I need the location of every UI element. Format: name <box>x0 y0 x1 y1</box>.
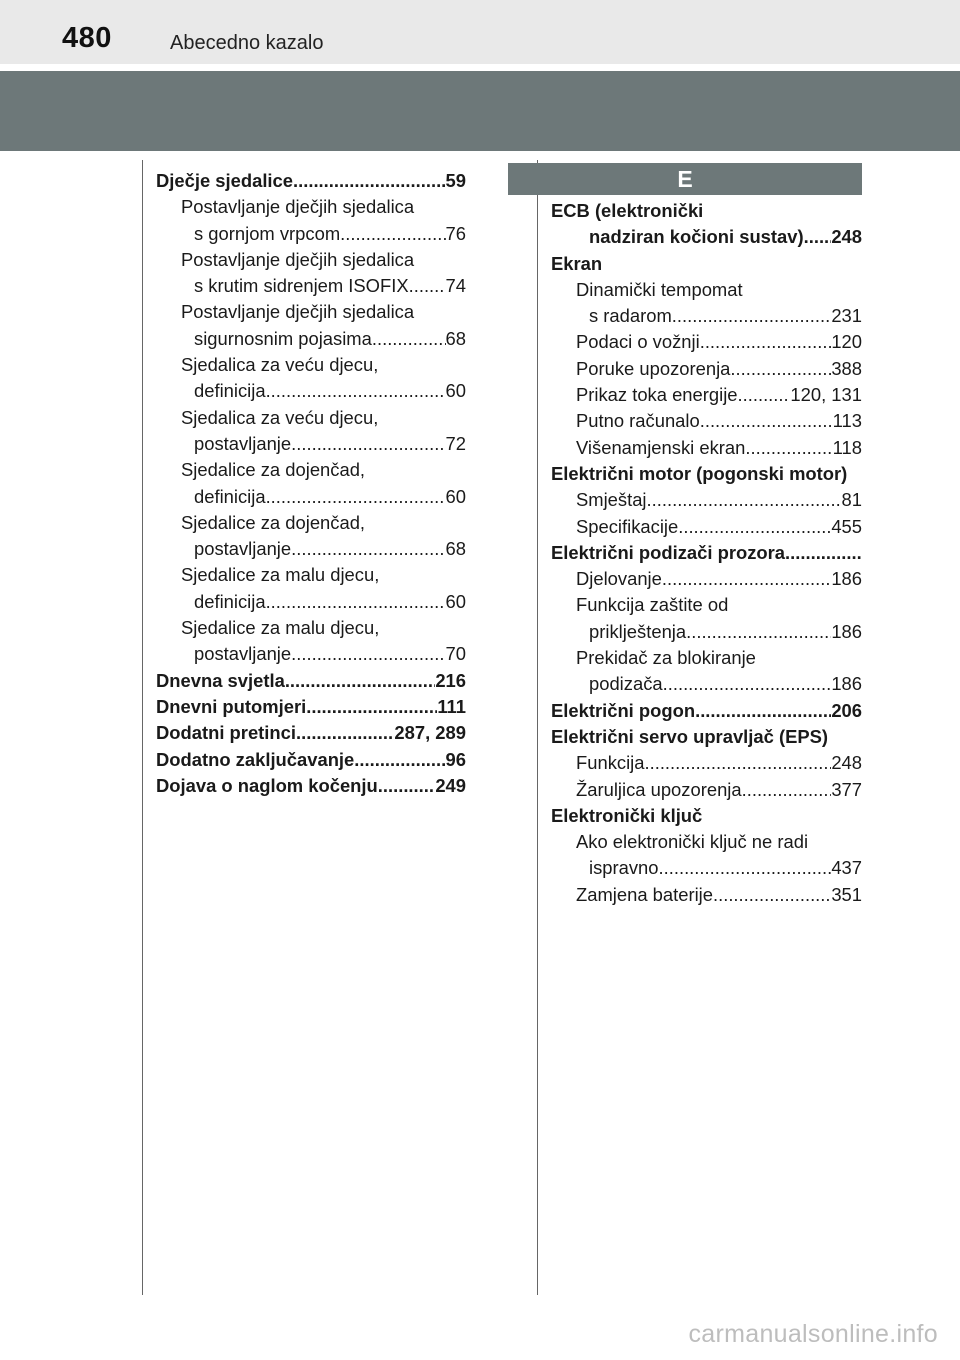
index-entry-pages: 249 <box>435 774 466 796</box>
index-entry-label: Električni pogon <box>551 699 696 721</box>
dot-leader <box>291 431 445 457</box>
dot-leader <box>700 408 833 434</box>
dot-leader <box>266 484 446 510</box>
dot-leader <box>695 698 831 724</box>
section-letter: E <box>508 163 862 195</box>
page-title: Abecedno kazalo <box>170 32 324 54</box>
dot-leader <box>266 589 446 615</box>
index-entry-label: Prikaz toka energije <box>576 384 738 406</box>
index-entry-label: s gornjom vrpcom <box>194 222 341 244</box>
index-entry-pages: 248 <box>831 226 862 248</box>
index-entry-pages: 68 <box>445 538 466 560</box>
index-entry-pages: 287, 289 <box>394 722 466 744</box>
index-entry <box>156 457 466 483</box>
dot-leader <box>291 536 445 562</box>
index-entry <box>156 720 466 746</box>
index-entry <box>551 487 862 513</box>
index-entry-pages: 231 <box>831 305 862 327</box>
dot-leader <box>662 566 831 592</box>
index-entry-label: postavljanje <box>194 643 292 665</box>
dot-leader <box>306 694 437 720</box>
index-entry <box>156 773 466 799</box>
index-entry-pages: 455 <box>831 515 862 537</box>
index-entry <box>156 694 466 720</box>
index-entry <box>551 251 862 277</box>
index-entry-label: Postavljanje dječjih sjedalica <box>181 301 415 323</box>
index-entry-label: Putno računalo <box>576 410 700 432</box>
index-entry <box>156 562 466 588</box>
index-entry-label: Žaruljica upozorenja <box>576 778 742 800</box>
index-entry <box>156 405 466 431</box>
index-entry-label: definicija <box>194 380 266 402</box>
index-entry-label: Sjedalice za dojenčad, <box>181 511 366 533</box>
index-entry-pages: 59 <box>445 170 466 191</box>
index-entry <box>551 461 862 487</box>
index-entry-label: Električni podizači prozora <box>551 541 786 563</box>
index-entry <box>551 645 862 671</box>
index-entry-label: ispravno <box>589 857 659 879</box>
index-entry <box>156 589 466 615</box>
index-entry <box>551 303 862 329</box>
index-entry <box>156 431 466 457</box>
dot-leader <box>266 378 446 404</box>
index-entry-pages: 70 <box>445 643 466 665</box>
index-entry <box>551 777 862 803</box>
index-entry <box>551 619 862 645</box>
index-entry-label: Podaci o vožnji <box>576 331 700 353</box>
index-entry-pages: 216 <box>435 669 466 691</box>
index-entry-label: Funkcija zaštite od <box>576 594 729 616</box>
dot-leader <box>686 619 831 645</box>
dot-leader <box>713 882 831 908</box>
index-entry-label: Dječje sjedalice <box>156 170 293 191</box>
index-entry-label: Dodatni pretinci <box>156 722 296 744</box>
index-entry-pages: 377 <box>831 778 862 800</box>
index-entry-label: priklještenja <box>589 620 687 642</box>
index-entry <box>551 198 862 224</box>
dot-leader <box>340 221 445 247</box>
index-entry-pages: 68 <box>445 327 466 349</box>
index-entry-label: ECB (elektronički <box>551 200 704 221</box>
index-entry-pages: 60 <box>445 485 466 507</box>
index-entry <box>551 803 862 829</box>
index-entry <box>551 750 862 776</box>
index-entry-label: Sjedalice za malu djecu, <box>181 617 380 639</box>
dot-leader <box>804 224 832 250</box>
index-entry <box>551 829 862 855</box>
index-entry <box>551 356 862 382</box>
index-entry-pages: 113 <box>832 410 862 432</box>
index-entry-label: Zamjena baterije <box>576 883 713 905</box>
index-entry-pages: 60 <box>445 590 466 612</box>
dot-leader <box>745 435 832 461</box>
index-entry <box>156 668 466 694</box>
index-entry-label: Elektronički ključ <box>551 804 703 826</box>
index-entry-pages: 248 <box>831 752 862 774</box>
index-column-right <box>551 198 862 908</box>
index-entry <box>551 671 862 697</box>
dot-leader <box>659 855 832 881</box>
index-entry-pages: 96 <box>445 748 466 770</box>
index-entry <box>551 435 862 461</box>
dot-leader <box>678 514 831 540</box>
index-entry-pages: 72 <box>445 432 466 454</box>
dot-leader <box>378 773 436 799</box>
index-entry <box>156 615 466 641</box>
dot-leader <box>785 540 862 566</box>
index-entry-label: Višenamjenski ekran <box>576 436 746 458</box>
index-entry-label: Poruke upozorenja <box>576 357 731 379</box>
index-entry <box>551 224 862 250</box>
index-entry <box>551 382 862 408</box>
dot-leader <box>285 668 436 694</box>
index-entry-pages: 74 <box>445 275 466 297</box>
dot-leader <box>730 356 831 382</box>
index-entry-pages: 120, 131 <box>790 384 862 406</box>
index-entry-label: Postavljanje dječjih sjedalica <box>181 248 415 270</box>
index-entry-label: s radarom <box>589 305 672 327</box>
dot-leader <box>291 641 445 667</box>
index-entry-label: Električni motor (pogonski motor) <box>551 462 848 484</box>
index-entry-label: Električni servo upravljač (EPS) <box>551 725 828 747</box>
index-entry-pages: 186 <box>831 620 862 642</box>
dot-leader <box>372 326 446 352</box>
dot-leader <box>296 720 394 746</box>
index-entry-label: Dnevna svjetla <box>156 669 285 691</box>
index-entry-label: Dnevni putomjeri <box>156 695 307 717</box>
page-number: 480 <box>62 22 112 54</box>
dot-leader <box>644 750 831 776</box>
index-entry <box>551 855 862 881</box>
index-entry <box>551 698 862 724</box>
index-entry-label: Sjedalice za dojenčad, <box>181 459 366 481</box>
index-entry-label: Djelovanje <box>576 568 662 590</box>
index-entry-label: Dodatno zaključavanje <box>156 748 355 770</box>
index-entry-pages: 206 <box>831 699 862 721</box>
dot-leader <box>663 671 832 697</box>
dot-leader <box>700 329 832 355</box>
index-entry <box>156 299 466 325</box>
index-entry <box>551 329 862 355</box>
index-entry-label: Prekidač za blokiranje <box>576 647 756 669</box>
dot-leader <box>738 382 791 408</box>
index-entry <box>156 536 466 562</box>
middle-divider <box>537 160 538 1295</box>
index-entry-label: definicija <box>194 485 266 507</box>
index-entry <box>156 273 466 299</box>
index-entry <box>156 352 466 378</box>
index-entry-pages: 76 <box>445 222 466 244</box>
index-entry <box>156 221 466 247</box>
index-entry-label: nadziran kočioni sustav) <box>589 226 804 248</box>
index-entry-pages: 81 <box>841 489 862 511</box>
index-entry-label: Smještaj <box>576 489 647 511</box>
index-entry <box>551 724 862 750</box>
index-entry-label: Ako elektronički ključ ne radi <box>576 831 809 853</box>
dot-leader <box>293 168 446 194</box>
index-entry <box>551 882 862 908</box>
index-entry-label: Postavljanje dječjih sjedalica <box>181 196 415 218</box>
index-entry <box>551 277 862 303</box>
dot-leader <box>742 777 832 803</box>
index-entry <box>156 641 466 667</box>
index-entry-label: definicija <box>194 590 266 612</box>
decorative-band <box>0 71 960 151</box>
watermark: carmanualsonline.info <box>688 1320 938 1348</box>
index-entry-pages: 186 <box>831 568 862 590</box>
index-entry <box>551 514 862 540</box>
index-entry-pages: 111 <box>437 695 466 717</box>
dot-leader <box>354 747 445 773</box>
index-entry-pages: 60 <box>445 380 466 402</box>
index-entry-label: s krutim sidrenjem ISOFIX <box>194 275 409 297</box>
index-entry-label: Ekran <box>551 252 603 274</box>
index-entry <box>156 378 466 404</box>
index-entry-pages: 437 <box>831 857 862 879</box>
header-bar <box>0 0 960 64</box>
index-entry-label: Sjedalica za veću djecu, <box>181 406 379 428</box>
index-entry-label: Sjedalice za malu djecu, <box>181 564 380 586</box>
index-entry-label: Dinamički tempomat <box>576 278 743 300</box>
index-entry <box>551 540 862 566</box>
index-entry <box>156 247 466 273</box>
index-entry-pages: 388 <box>831 357 862 379</box>
index-entry-label: postavljanje <box>194 538 292 560</box>
index-entry <box>156 484 466 510</box>
index-entry <box>156 194 466 220</box>
index-entry-pages: 351 <box>831 883 862 905</box>
index-entry-label: sigurnosnim pojasima <box>194 327 372 349</box>
dot-leader <box>647 487 842 513</box>
index-entry-label: podizača <box>589 673 663 695</box>
index-entry <box>551 408 862 434</box>
dot-leader <box>672 303 832 329</box>
index-entry <box>156 168 466 194</box>
index-entry <box>551 566 862 592</box>
dot-leader <box>409 273 446 299</box>
index-entry-label: postavljanje <box>194 432 292 454</box>
index-entry <box>551 592 862 618</box>
index-entry-label: Specifikacije <box>576 515 679 537</box>
index-entry-pages: 118 <box>832 436 862 458</box>
index-entry-label: Sjedalica za veću djecu, <box>181 354 379 376</box>
index-entry <box>156 326 466 352</box>
left-divider <box>142 160 143 1295</box>
index-entry <box>156 747 466 773</box>
index-entry <box>156 510 466 536</box>
index-entry-pages: 186 <box>831 673 862 695</box>
index-entry-label: Funkcija <box>576 752 645 774</box>
index-entry-pages: 120 <box>831 331 862 353</box>
index-column-left <box>156 168 466 799</box>
index-entry-label: Dojava o naglom kočenju <box>156 774 378 796</box>
